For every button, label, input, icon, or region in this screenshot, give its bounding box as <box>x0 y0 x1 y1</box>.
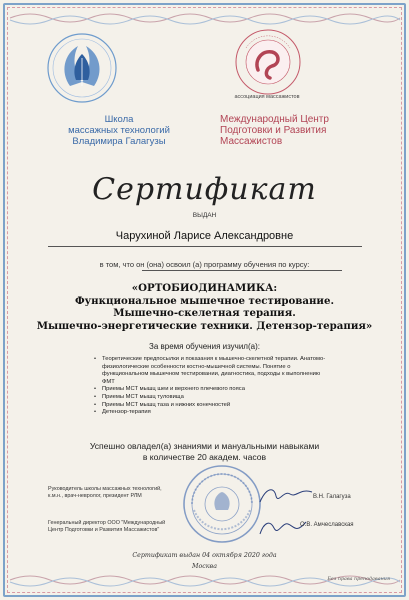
topic-text: Детензор-терапия <box>102 409 151 416</box>
course-intro-underline <box>142 270 342 271</box>
school-name-line: Владимира Галагузы <box>72 136 166 147</box>
topic-text: Приемы МСТ мышц шеи и верхнего плечевого пояса <box>102 386 245 393</box>
signatory-role-line: к.м.н., врач-невролог, президент РЛМ <box>48 492 142 499</box>
signatory-role-line: Центр Подготовки и Развития Массажистов" <box>48 526 160 533</box>
course-title-line: Мышечно-скелетная терапия. <box>113 307 296 319</box>
center-name-line: Подготовки и Развития <box>220 125 327 136</box>
no-teaching-right-note: Без права преподавания <box>327 577 390 582</box>
bullet-icon: • <box>94 386 97 393</box>
bullet-icon: • <box>94 401 97 408</box>
school-name <box>34 114 204 147</box>
topic-item <box>94 394 334 402</box>
signatory-2-role <box>48 520 228 534</box>
topic-text: Теоретические предпосылки и показания к мышечно-скелетной терапии. Анатомо-физиологические особенности костно-мышечной системы. Понятие о функциональном мышечном тестировании, диагностика, подходы к выполнению ФМТ <box>102 356 326 385</box>
signatory-1-name: В.Н. Галагуза <box>313 494 351 500</box>
certificate-title: Сертификат <box>92 172 317 207</box>
signature-2-icon <box>256 516 310 540</box>
issue-city: Москва <box>192 563 217 570</box>
school-name-line: массажных технологий <box>68 125 170 136</box>
recipient-underline <box>48 246 362 247</box>
mastered-line: Успешно овладел(а) знаниями и мануальными навыками <box>89 441 320 451</box>
bullet-icon: • <box>94 393 97 400</box>
school-name-line: Школа <box>104 114 134 125</box>
issued-label: ВЫДАН <box>192 212 217 219</box>
recipient-name: Чарухиной Ларисе Александровне <box>115 230 294 242</box>
bullet-icon: • <box>94 356 97 362</box>
course-title-line: Мышечно-энергетические техники. Детензор-терапия» <box>36 319 373 332</box>
topic-item <box>94 409 334 417</box>
signatory-2-name: О.В. Амчеславская <box>300 522 354 528</box>
course-title <box>24 282 385 332</box>
center-logo-icon <box>232 26 304 98</box>
top-ornament <box>0 8 409 28</box>
topic-text: Приемы МСТ мышц таза и нижних конечностей <box>102 401 231 408</box>
topic-item <box>94 356 334 386</box>
bullet-icon: • <box>94 409 97 416</box>
center-name-line: Международный Центр <box>220 114 329 125</box>
signatory-1-role <box>48 486 218 500</box>
course-intro: в том, что он (она) освоил (а) программу обучения по курсу: <box>99 260 310 269</box>
issue-date: Сертификат выдан 04 октября 2020 года <box>132 552 277 559</box>
studied-label: За время обучения изучил(а): <box>149 342 260 351</box>
signature-1-icon <box>256 482 316 508</box>
mastered-statement <box>0 441 409 463</box>
topic-item <box>94 402 334 410</box>
topics-list <box>94 356 334 417</box>
mastered-line: в количестве 20 академ. часов <box>142 452 267 462</box>
center-name <box>220 114 390 147</box>
center-name-line: Массажистов <box>220 136 283 147</box>
school-logo-icon <box>42 28 122 112</box>
topic-item <box>94 386 334 394</box>
association-label: ассоциация массажистов <box>234 94 300 100</box>
course-title-line: Функциональное мышечное тестирование. <box>74 294 335 307</box>
bottom-ornament <box>0 572 409 592</box>
topic-text: Приемы МСТ мышц туловища <box>102 393 184 400</box>
signatory-role-line: Руководитель школы массажных технологий, <box>48 486 162 492</box>
signatory-role-line: Генеральный директор ООО "Международный <box>48 520 166 526</box>
course-title-line: «ОРТОБИОДИНАМИКА: <box>131 282 278 294</box>
